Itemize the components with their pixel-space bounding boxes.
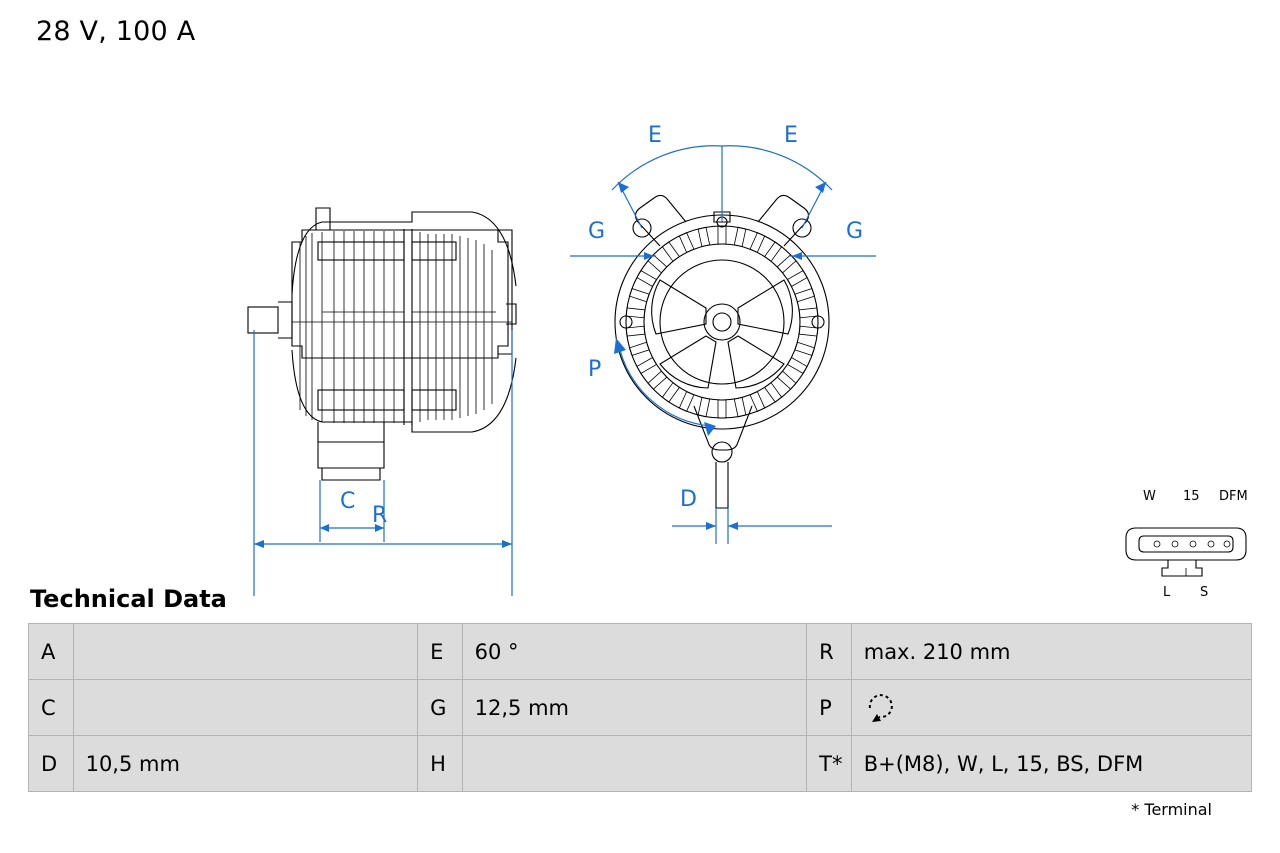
row-key-G: G — [418, 680, 463, 736]
technical-data-section — [28, 585, 1252, 819]
dim-label-E-right: E — [784, 123, 798, 148]
connector-view — [1126, 489, 1248, 600]
front-view — [615, 195, 829, 508]
connector-label-W: W — [1143, 489, 1156, 504]
row-key-C: C — [29, 680, 74, 736]
technical-data-table — [28, 623, 1252, 792]
dim-label-E-left: E — [648, 123, 662, 148]
dim-label-D: D — [680, 487, 697, 512]
connector-label-DFM: DFM — [1219, 489, 1248, 504]
row-value-H — [462, 736, 807, 792]
rotation-direction-icon — [864, 690, 898, 720]
connector-label-15: 15 — [1183, 489, 1200, 504]
row-value-T: B+(M8), W, L, 15, BS, DFM — [851, 736, 1251, 792]
row-key-D: D — [29, 736, 74, 792]
side-view-dimensions — [254, 330, 512, 596]
connector-label-L: L — [1163, 585, 1171, 600]
row-key-A: A — [29, 624, 74, 680]
table-row — [29, 624, 1252, 680]
dim-label-G-right: G — [846, 219, 864, 244]
row-value-R: max. 210 mm — [851, 624, 1251, 680]
dim-label-R: R — [372, 503, 388, 528]
dim-label-P: P — [588, 357, 602, 382]
row-value-E: 60 ° — [462, 624, 807, 680]
dim-label-G-left: G — [588, 219, 606, 244]
row-key-R: R — [807, 624, 852, 680]
row-key-T: T* — [807, 736, 852, 792]
row-value-G: 12,5 mm — [462, 680, 807, 736]
technical-data-heading: Technical Data — [30, 585, 227, 613]
connector-label-S: S — [1200, 585, 1209, 600]
table-row — [29, 680, 1252, 736]
terminal-footnote: * Terminal — [1131, 800, 1212, 819]
row-key-P: P — [807, 680, 852, 736]
row-value-D: 10,5 mm — [73, 736, 418, 792]
side-view — [248, 208, 516, 480]
table-row — [29, 736, 1252, 792]
page-title: 28 V, 100 A — [36, 16, 196, 47]
row-key-E: E — [418, 624, 463, 680]
row-value-C — [73, 680, 418, 736]
row-key-H: H — [418, 736, 463, 792]
row-value-P — [851, 680, 1251, 736]
dim-label-C: C — [340, 489, 356, 514]
row-value-A — [73, 624, 418, 680]
